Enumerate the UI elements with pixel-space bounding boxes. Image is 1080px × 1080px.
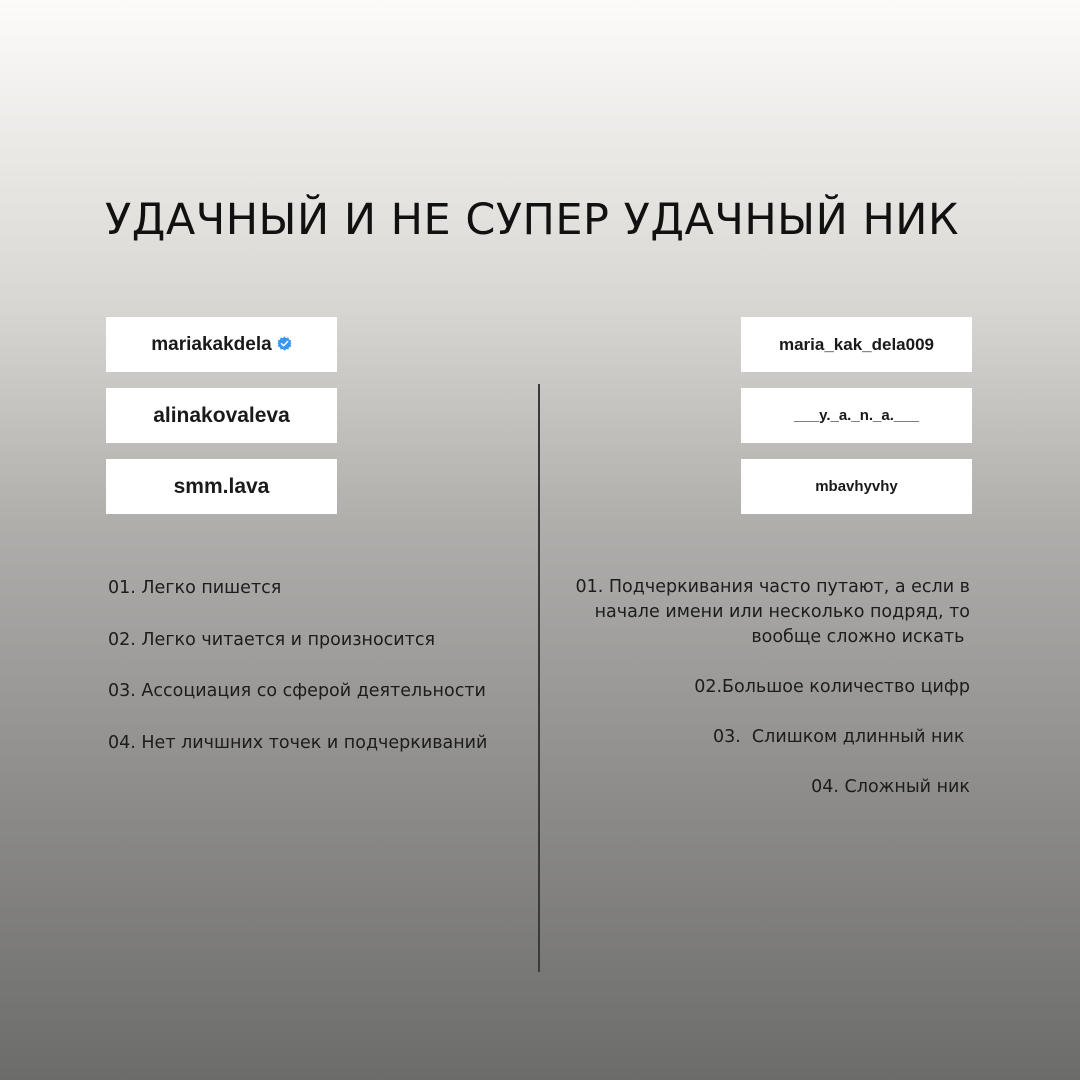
good-point-item: 01. Легко пишется xyxy=(108,578,282,598)
bad-point-item xyxy=(694,675,970,700)
bad-point-line: 04. Сложный ник xyxy=(811,777,970,797)
bad-point-line: 03. Слишком длинный ник xyxy=(712,727,970,747)
bad-point-line: 02.Большое количество цифр xyxy=(694,677,970,697)
page-title: УДАЧНЫЙ И НЕ СУПЕР УДАЧНЫЙ НИК xyxy=(105,194,959,245)
bad-point-line: вообще сложно искать xyxy=(751,627,970,647)
bad-points-list xyxy=(560,575,970,815)
bad-point-item xyxy=(811,775,970,800)
bad-nick-card xyxy=(741,459,972,514)
bad-nick-label: ___y._a._n._a.___ xyxy=(794,407,919,424)
good-nick-card xyxy=(106,317,337,372)
column-divider xyxy=(538,384,540,972)
bad-point-item xyxy=(576,575,971,650)
good-nick-card xyxy=(106,388,337,443)
bad-nick-card xyxy=(741,388,972,443)
good-point-item: 02. Легко читается и произносится xyxy=(108,630,436,650)
bad-point-item xyxy=(713,725,970,750)
bad-nick-label: mbavhyvhy xyxy=(815,478,898,495)
good-nick-label: alinakovaleva xyxy=(153,403,290,427)
good-nick-label: smm.lava xyxy=(173,474,270,498)
bad-point-line: начале имени или несколько подряд, то xyxy=(594,602,970,622)
good-nick-card xyxy=(106,459,337,514)
verified-badge-icon xyxy=(277,336,292,351)
bad-nick-card xyxy=(741,317,972,372)
bad-nick-label: maria_kak_dela009 xyxy=(778,334,935,354)
bad-point-line: 01. Подчеркивания часто путают, а если в xyxy=(575,577,970,597)
good-nick-label: mariakakdela xyxy=(151,333,272,355)
good-point-item: 04. Нет личшних точек и подчеркиваний xyxy=(108,733,488,753)
good-point-item: 03. Ассоциация со сферой деятельности xyxy=(108,681,486,701)
good-points-list xyxy=(108,576,528,776)
